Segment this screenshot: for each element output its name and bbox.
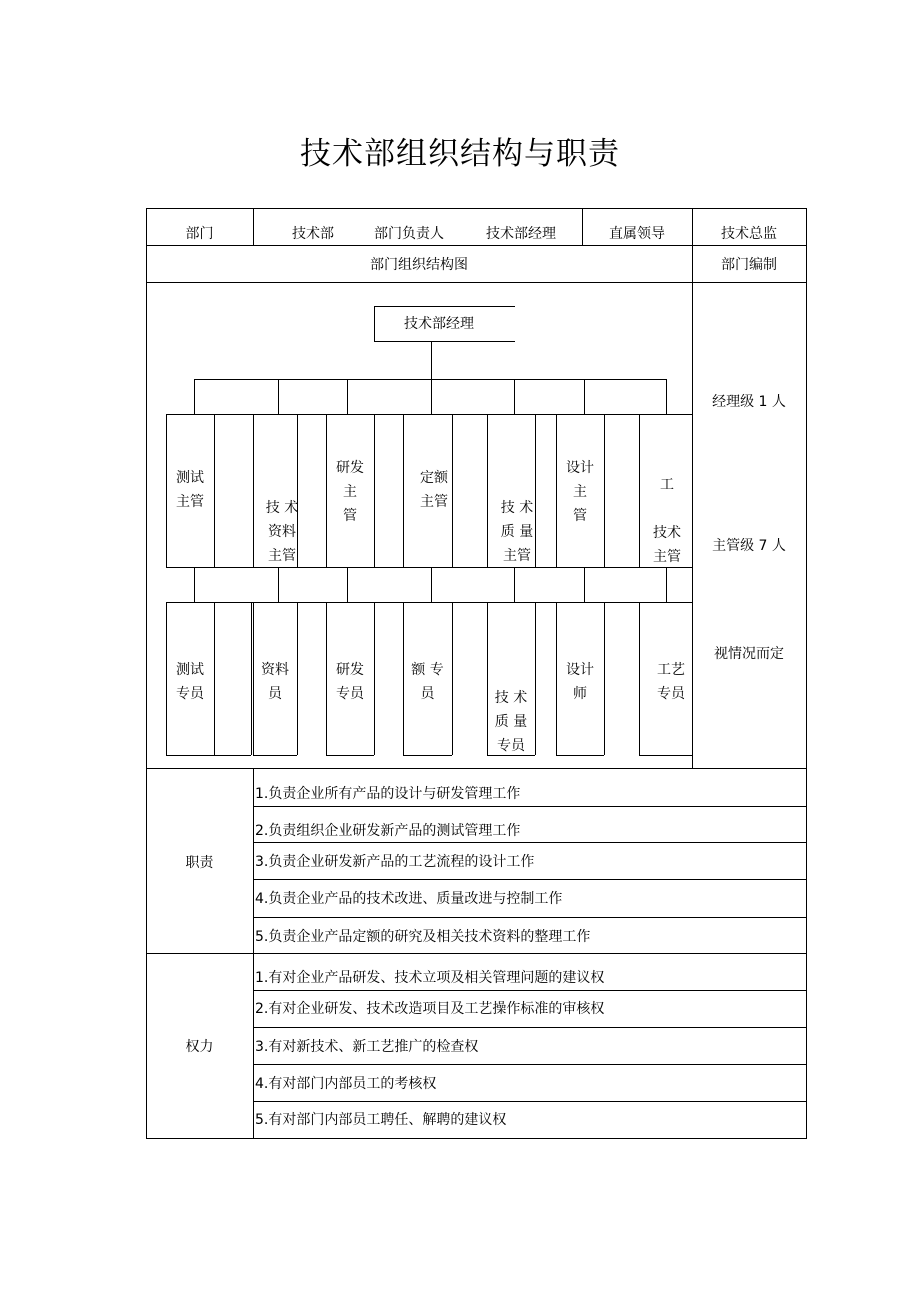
org-node-quota-supervisor: 定额 主管	[420, 470, 448, 510]
power-item: 4.有对部门内部员工的考核权	[255, 1076, 437, 1092]
org-box-edge	[604, 602, 605, 755]
org-connector	[278, 567, 279, 602]
org-box-edge	[374, 414, 375, 567]
divider	[253, 879, 807, 880]
power-item: 1.有对企业产品研发、技术立项及相关管理问题的建议权	[255, 970, 605, 986]
divider	[146, 953, 807, 954]
org-box-edge	[214, 602, 215, 755]
org-node-quality-supervisor: 技 术 质 量 主管	[500, 500, 534, 564]
org-box-edge	[556, 755, 604, 756]
org-box-edge	[639, 755, 692, 756]
staffing-other: 视情况而定	[714, 646, 784, 662]
org-box-edge	[253, 755, 297, 756]
responsibility-table	[146, 208, 807, 1139]
document-title: 技术部组织结构与职责	[300, 136, 620, 172]
superior-label: 直属领导	[609, 226, 665, 242]
divider	[253, 1027, 807, 1028]
org-node-designer: 设计 师	[566, 662, 594, 702]
org-box-edge	[297, 602, 298, 755]
org-connector	[666, 567, 667, 602]
org-connector	[514, 379, 515, 414]
org-box-edge	[604, 414, 605, 567]
org-connector	[431, 567, 432, 602]
divider	[253, 806, 807, 807]
org-connector	[431, 342, 432, 379]
org-connector	[584, 379, 585, 414]
dept-head-value: 技术部经理	[486, 226, 556, 242]
org-node-docs-supervisor: 技 术 资料 主管	[265, 500, 299, 564]
org-connector	[194, 379, 195, 414]
org-connector	[347, 567, 348, 602]
org-box-edge	[326, 755, 374, 756]
divider	[253, 917, 807, 918]
staffing-supervisor: 主管级 7 人	[712, 538, 786, 554]
org-box-edge	[403, 755, 452, 756]
org-node-process-specialist: 工艺 专员	[657, 662, 685, 702]
power-item: 2.有对企业研发、技术改造项目及工艺操作标准的审核权	[255, 1001, 605, 1017]
org-node-test-specialist: 测试 专员	[176, 662, 204, 702]
org-box-edge	[639, 414, 640, 567]
table-border-top	[146, 208, 807, 209]
org-box-edge	[251, 602, 252, 755]
org-connector	[194, 567, 195, 602]
dept-head-label: 部门负责人	[374, 226, 444, 242]
org-connector	[431, 379, 432, 414]
org-node-test-supervisor: 测试 主管	[176, 470, 204, 510]
power-item: 5.有对部门内部员工聘任、解聘的建议权	[255, 1112, 507, 1128]
org-node-tech-supervisor: 工 技术 主管	[653, 477, 681, 565]
divider	[253, 1064, 807, 1065]
org-node-design-supervisor: 设计 主 管	[566, 460, 594, 524]
org-node-rnd-specialist: 研发 专员	[336, 662, 364, 702]
powers-label: 权力	[185, 1039, 214, 1055]
org-connector	[166, 414, 692, 415]
org-node-quality-specialist: 技 术 质 量 专员	[494, 690, 528, 754]
org-connector	[278, 379, 279, 414]
dept-value: 技术部	[292, 226, 334, 242]
duty-item: 4.负责企业产品的技术改进、质量改进与控制工作	[255, 891, 563, 907]
staffing-manager: 经理级 1 人	[712, 394, 786, 410]
duty-item: 3.负责企业研发新产品的工艺流程的设计工作	[255, 854, 535, 870]
divider	[146, 282, 807, 283]
org-node-docs-specialist: 资料 员	[261, 662, 289, 702]
org-connector	[514, 567, 515, 602]
duty-item: 1.负责企业所有产品的设计与研发管理工作	[255, 786, 521, 802]
org-connector	[347, 379, 348, 414]
org-box-edge	[452, 602, 453, 755]
org-node-quota-specialist: 额 专 员	[411, 662, 444, 702]
org-chart-label: 部门组织结构图	[370, 257, 468, 273]
org-box-edge	[166, 755, 251, 756]
staffing-label: 部门编制	[721, 257, 777, 273]
org-box-edge	[214, 414, 215, 567]
dept-label: 部门	[185, 226, 214, 242]
divider	[146, 768, 807, 769]
divider	[253, 208, 254, 245]
table-border-bottom	[146, 1138, 807, 1139]
org-connector	[166, 602, 692, 603]
org-box-edge	[535, 602, 536, 755]
table-border-left	[146, 208, 147, 1139]
duty-item: 5.负责企业产品定额的研究及相关技术资料的整理工作	[255, 929, 591, 945]
duties-label: 职责	[185, 855, 214, 871]
table-border-right	[806, 208, 807, 1139]
org-connector	[666, 379, 667, 414]
divider	[253, 1101, 807, 1102]
superior-value: 技术总监	[721, 226, 777, 242]
org-box-edge	[374, 602, 375, 755]
org-node-manager: 技术部经理	[374, 306, 515, 342]
power-item: 3.有对新技术、新工艺推广的检查权	[255, 1039, 479, 1055]
org-node-rnd-supervisor: 研发 主 管	[336, 460, 364, 524]
duty-item: 2.负责组织企业研发新产品的测试管理工作	[255, 823, 521, 839]
org-connector	[166, 567, 692, 568]
divider	[253, 990, 807, 991]
org-box-edge	[639, 602, 640, 755]
org-connector	[584, 567, 585, 602]
